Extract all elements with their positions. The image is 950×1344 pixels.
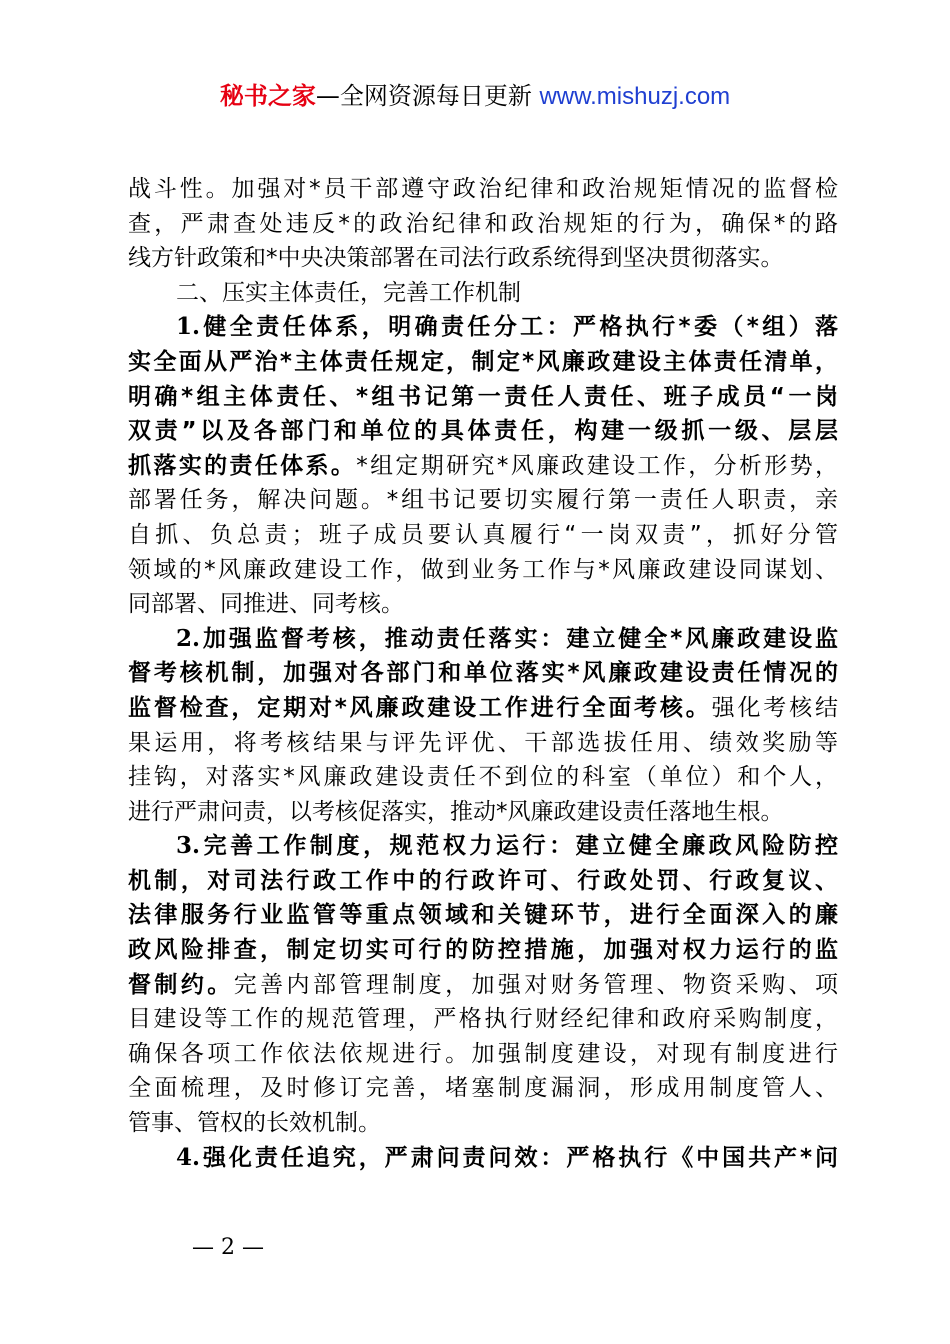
text-span: 抓落实的责任体系。 [128,452,357,479]
document-body [128,172,838,1175]
text-line: 战斗性。加强对*员干部遵守政治纪律和政治规矩情况的监督检 [128,176,838,202]
item-1-heading [128,310,838,345]
text-line: 进行严肃问责，以考核促落实，推动*风廉政建设责任落地生根。 [128,798,784,825]
text-line: 同部署、同推进、同考核。 [128,591,404,618]
site-header [0,80,950,113]
text-line: 政风险排查，制定切实可行的防控措施，加强对权力运行的监 [128,937,838,964]
item-4-heading [128,1141,838,1176]
text-span: 监督检查，定期对*风廉政建设工作进行全面考核。 [128,694,712,721]
text-line: 确保各项工作依法依规进行。加强制度建设，对现有制度进行 [128,1040,838,1067]
text-span: 完善内部管理制度，加强对财务管理、物资采购、项 [233,971,839,998]
header-slogan: —全网资源每日更新 [315,82,540,110]
header-brand: 秘书之家 [219,82,316,110]
text-line: 机制，对司法行政工作中的行政许可、行政处罚、行政复议、 [128,867,838,894]
text-line [128,691,838,726]
text-line: 管事、管权的长效机制。 [128,1110,381,1137]
item-number: 2. [176,624,201,652]
item-3-heading [128,829,838,864]
section-heading: 二、压实主体责任，完善工作机制 [176,279,521,306]
text-line: 全面梳理，及时修订完善，堵塞制度漏洞，形成用制度管人、 [128,1075,838,1102]
page-number: — 2 — [192,1235,264,1260]
text-span: 加强监督考核，推动责任落实：建立健全*风廉政建设监 [200,625,838,652]
item-2-heading [128,622,838,657]
text-line: 线方针政策和*中央决策部署在司法行政系统得到坚决贯彻落实。 [128,245,784,272]
text-span: 强化责任追究，严肃问责问效：严格执行《中国共产*问 [200,1144,838,1171]
text-span: *组定期研究*风廉政建设工作，分析形势， [356,452,839,479]
text-line: 查，严肃查处违反*的政治纪律和政治规矩的行为，确保*的路 [128,210,838,237]
header-url[interactable]: www.mishuzj.com [539,83,731,110]
text-span: 督制约。 [128,971,234,998]
text-line: 明确*组主体责任、*组书记第一责任人责任、班子成员“一岗 [128,383,838,410]
text-line: 挂钩，对落实*风廉政建设责任不到位的科室（单位）和个人， [128,764,838,791]
item-number: 3. [176,832,201,860]
item-number: 1. [176,313,201,341]
text-line: 双责”以及各部门和单位的具体责任，构建一级抓一级、层层 [128,418,838,445]
text-line: 督考核机制，加强对各部门和单位落实*风廉政建设责任情况的 [128,660,838,687]
text-span: 健全责任体系，明确责任分工：严格执行*委（*组）落 [200,314,838,341]
text-line [128,968,838,1003]
item-number: 4. [176,1143,201,1171]
text-line: 目建设等工作的规范管理，严格执行财经纪律和政府采购制度， [128,1006,838,1033]
text-span: 完善工作制度，规范权力运行：建立健全廉政风险防控 [200,833,838,860]
text-line: 实全面从严治*主体责任规定，制定*风廉政建设主体责任清单， [128,348,838,375]
text-line: 部署任务，解决问题。*组书记要切实履行第一责任人职责，亲 [128,487,838,514]
text-line [128,449,838,484]
text-span: 强化考核结 [711,694,838,721]
text-line: 领域的*风廉政建设工作，做到业务工作与*风廉政建设同谋划、 [128,556,838,583]
text-line: 果运用，将考核结果与评先评优、干部选拔任用、绩效奖励等 [128,729,838,756]
text-line: 自抓、负总责；班子成员要认真履行“一岗双责”，抓好分管 [128,521,838,548]
text-line: 法律服务行业监管等重点领域和关键环节，进行全面深入的廉 [128,902,838,929]
